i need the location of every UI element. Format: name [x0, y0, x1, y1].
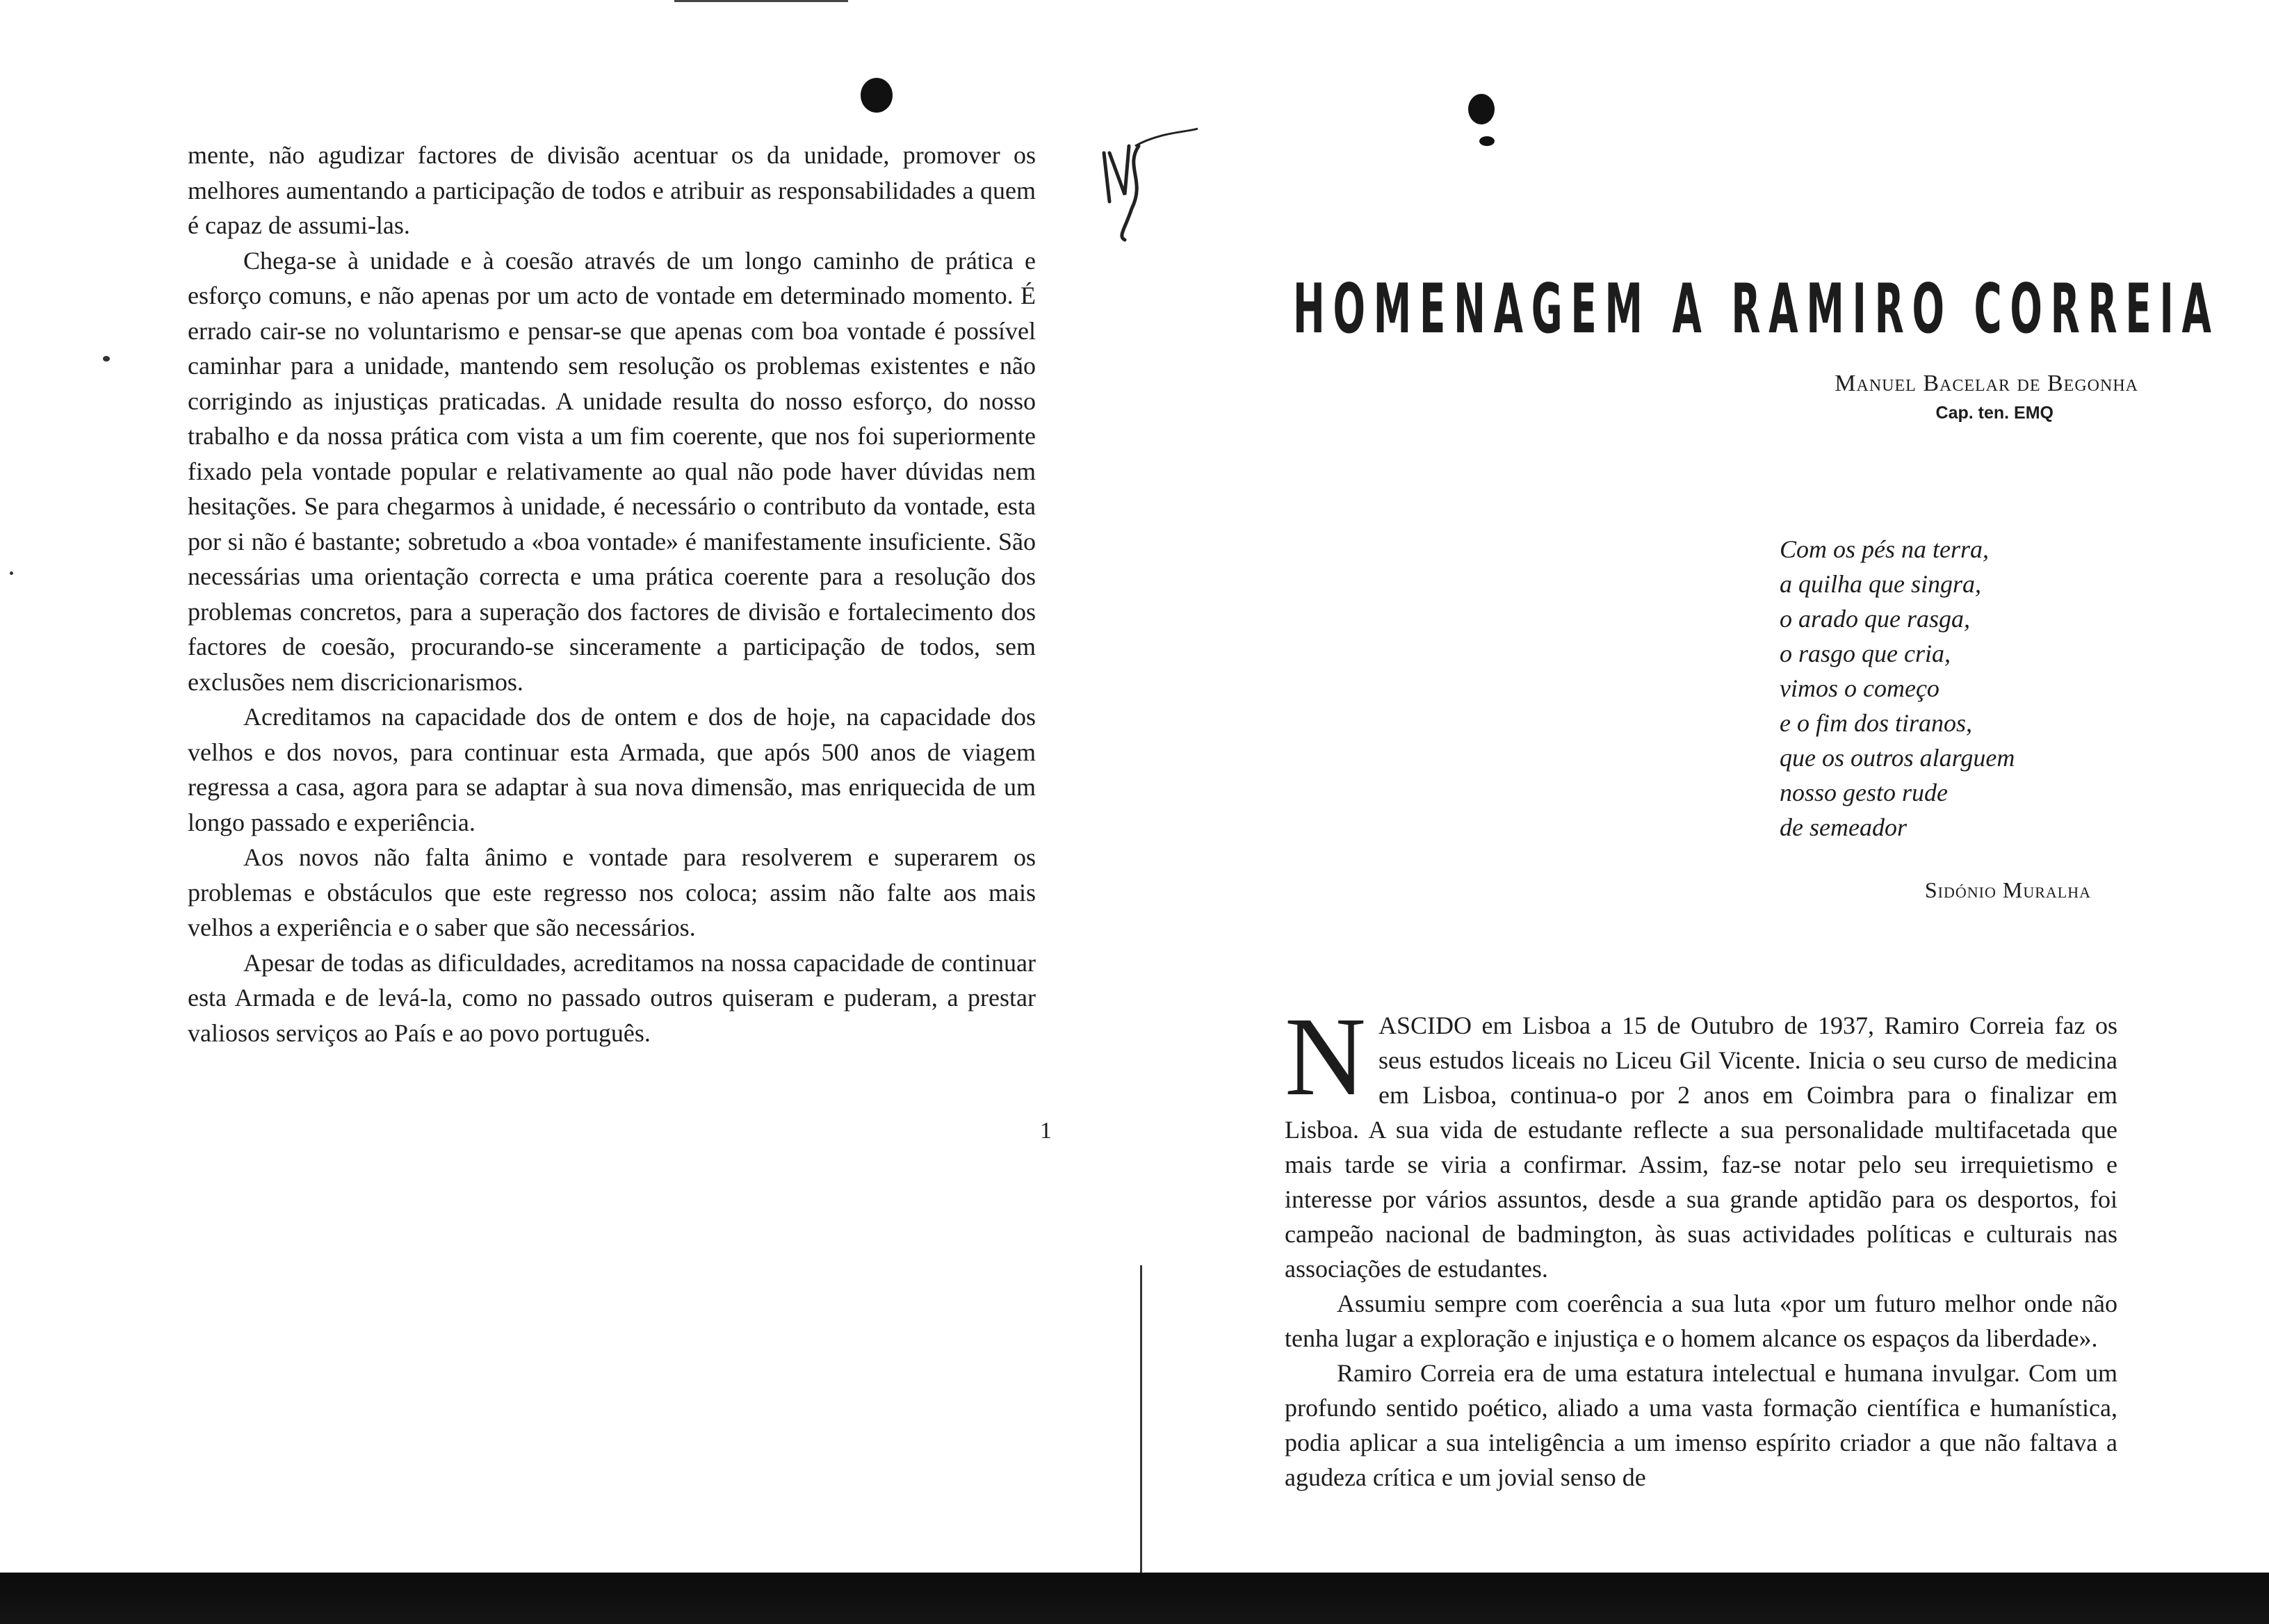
poem-author: Sidónio Muralha — [1924, 877, 2091, 902]
ink-blot — [1468, 94, 1495, 124]
paragraph: mente, não agudizar factores de divisão acentuar os da unidade, promover os melhores aumentando a participação de todos e atribuir as responsabilidades a quem é capaz de assumi-las. — [188, 141, 1036, 239]
paragraph — [1285, 995, 2117, 1286]
author-rank: Cap. ten. EMQ — [1935, 403, 2054, 423]
spine-fold-line — [1140, 1265, 1142, 1592]
poem-line: Com os pés na terra, — [1780, 535, 1990, 563]
poem-line: e o fim dos tiranos, — [1780, 709, 1973, 737]
scan-speck — [10, 571, 13, 575]
margin-mark: 1 — [1040, 1118, 1052, 1144]
ink-blot — [861, 78, 893, 113]
poem-line: o rasgo que cria, — [1780, 640, 1951, 667]
article-body — [1285, 995, 2117, 1495]
poem-line: nosso gesto rude — [1780, 779, 1948, 806]
ink-blot — [1479, 136, 1495, 146]
paragraph: Apesar de todas as dificuldades, acreditamos na nossa capacidade de continuar esta Armada e de levá-la, como no passado outros quiseram e puderam, a prestar valiosos serviços ao País e ao povo português. — [188, 948, 1036, 1047]
paragraph: Aos novos não falta ânimo e vontade para resolverem e superarem os problemas e obstáculos que este regresso nos coloca; assim não falte aos mais velhos a experiência e o saber que são necessários. — [188, 843, 1036, 941]
scan-speck — [103, 356, 110, 362]
paragraph: Acreditamos na capacidade dos de ontem e dos de hoje, na capacidade dos velhos e dos novos, para continuar esta Armada, que após 500 anos de viagem regressa a casa, agora para se adaptar à sua nova dimensão, mas enriquecida de um longo passado e experiência. — [188, 703, 1036, 836]
poem-line: o arado que rasga, — [1780, 605, 1971, 633]
left-page-text — [188, 138, 1036, 1050]
paragraph: Ramiro Correia era de uma estatura intelectual e humana invulgar. Com um profundo sentido poético, aliado a uma vasta formação científica e humanística, podia aplicar a sua inteligência a um imenso espírito criador a que não faltava a agudeza crítica e um jovial senso de — [1285, 1359, 2117, 1491]
paragraph: Chega-se à unidade e à coesão através de um longo caminho de prática e esforço comuns, e não apenas por um acto de vontade em determinado momento. É errado cair-se no voluntarismo e pensar-se que apenas com boa vontade é possível caminhar para a unidade, mantendo sem resolução os problemas existentes e não corrigindo as injustiças praticadas. A unidade resulta do nosso esforço, do nosso trabalho e da nossa prática com vista a um fim coerente, que nos foi superiormente fixado pela vontade popular e relativamente ao qual não pode haver dúvidas nem hesitações. Se para chegarmos à unidade, é necessário o contributo da vontade, esta por si não é bastante; sobretudo a «boa vontade» é manifestamente insuficiente. São necessárias uma orientação correcta e uma prática coerente para a resolução dos problemas concretos, para a superação dos factores de divisão e fortalecimento dos factores de coesão, procurando-se sinceramente a participação de todos, sem exclusões nem discricionarismos. — [188, 246, 1036, 696]
scan-bottom-edge — [0, 1573, 2269, 1624]
poem-line: a quilha que singra, — [1780, 570, 1982, 598]
drop-cap: N — [1285, 995, 1366, 1119]
epigraph-poem — [1780, 532, 2015, 845]
lead-word: ASCIDO — [1379, 1012, 1472, 1039]
poem-line: que os outros alarguem — [1780, 744, 2015, 772]
paragraph-text: em Lisboa a 15 de Outubro de 1937, Ramiro Correia faz os seus estudos liceais no Liceu Gil Vicente. Inicia o seu curso de medicina em Lisboa, continua-o por 2 anos em Coimbra para o finalizar em Lisboa. A sua vida de estudante reflecte a sua personalidade multifacetada que mais tarde se viria a confirmar. Assim, faz-se notar pelo seu irrequietismo e interesse por vários assuntos, desde a sua grande aptidão para os desportos, foi campeão nacional de badmington, às suas actividades políticas e culturais nas associações de estudantes. — [1285, 1012, 2117, 1283]
paragraph: Assumiu sempre com coerência a sua luta «por um futuro melhor onde não tenha lugar a exploração e injustiça e o homem alcance os espaços da liberdade». — [1285, 1290, 2117, 1352]
author-name: Manuel Bacelar de Begonha — [1835, 371, 2138, 396]
poem-line: vimos o começo — [1780, 674, 1939, 702]
poem-line: de semeador — [1780, 813, 1907, 841]
article-title: HOMENAGEM A RAMIRO CORREIA — [1293, 270, 2220, 349]
